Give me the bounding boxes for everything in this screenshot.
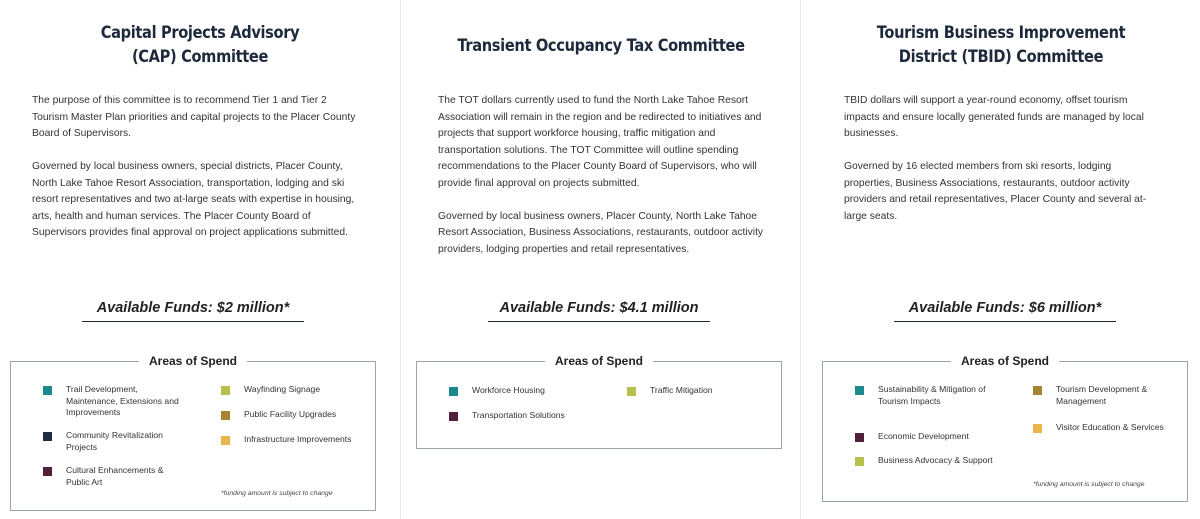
- spend-item: [1033, 422, 1171, 434]
- spend-item-label: Public Facility Upgrades: [244, 409, 337, 419]
- spend-item: [449, 410, 587, 422]
- spend-item-label: Tourism Development & Management: [1056, 384, 1148, 406]
- tbid-title-line-2: District (TBID) Committee: [898, 47, 1104, 67]
- tot-spend-title: Areas of Spend: [545, 354, 653, 368]
- spend-item: [855, 384, 993, 407]
- cap-spend-title: Areas of Spend: [139, 354, 247, 368]
- teal-swatch-icon: [449, 387, 458, 396]
- spend-item: [449, 385, 587, 397]
- tbid-areas-of-spend: [822, 354, 1188, 502]
- spend-item: [627, 385, 765, 397]
- cap-title-line-2: (CAP) Committee: [131, 47, 269, 67]
- spend-item-label: Wayfinding Signage: [244, 384, 321, 394]
- spend-item: [1033, 384, 1171, 407]
- spend-item: [855, 455, 993, 467]
- tot-title: Transient Occupancy Tax Committee: [457, 36, 745, 56]
- cap-committee-column: [0, 0, 400, 519]
- spend-item-label: Infrastructure Improvements: [244, 434, 352, 444]
- spend-item-label: Business Advocacy & Support: [878, 455, 993, 465]
- tot-areas-of-spend: [416, 354, 782, 449]
- spend-item-label: Trail Development, Maintenance, Extensions and Improvements: [66, 384, 179, 417]
- tbid-description: [844, 93, 1162, 242]
- spend-item: [855, 431, 993, 443]
- gold-swatch-icon: [1033, 424, 1042, 433]
- spend-item: [221, 409, 359, 421]
- tbid-committee-column: [800, 0, 1200, 519]
- cap-areas-of-spend: [10, 354, 376, 511]
- spend-item-label: Community Revitalization Projects: [66, 430, 163, 452]
- spend-item-label: Visitor Education & Services: [1056, 422, 1164, 432]
- spend-item: [43, 384, 181, 419]
- cap-purpose-text: The purpose of this committee is to recommend Tier 1 and Tier 2 Tourism Master Plan priorities and capital projects to the Placer County Board of Supervisors.: [32, 95, 356, 139]
- cap-title-line-1: Capital Projects Advisory: [100, 23, 300, 43]
- tbid-title: [829, 21, 1173, 69]
- spend-item-label: Economic Development: [878, 431, 969, 441]
- navy-swatch-icon: [43, 432, 52, 441]
- cap-title: [28, 21, 372, 69]
- spend-item-label: Transportation Solutions: [472, 410, 565, 420]
- tot-available-funds: Available Funds: $4.1 million: [488, 299, 710, 322]
- teal-swatch-icon: [43, 386, 52, 395]
- tot-governance-text: Governed by local business owners, Placer County, North Lake Tahoe Resort Association, Business Associations, restaurants, outdoor activity providers, lodging properties and retail representatives.: [438, 210, 764, 255]
- plum-swatch-icon: [855, 433, 864, 442]
- teal-swatch-icon: [855, 386, 864, 395]
- cap-governance-text: Governed by local business owners, special districts, Placer County, North Lake Tahoe Resort Association, transportation, lodging and ski resort representatives and two at-large seats with expertise in housing, arts, health and human services. The Placer County Board of Supervisors provides final approval on project applications submitted.: [32, 161, 355, 238]
- tbid-funding-note: *funding amount is subject to change: [1033, 481, 1145, 488]
- spend-item-label: Cultural Enhancements & Public Art: [66, 465, 164, 487]
- spend-item-label: Traffic Mitigation: [650, 385, 713, 395]
- spend-item-label: Workforce Housing: [472, 385, 545, 395]
- ochre-swatch-icon: [1033, 386, 1042, 395]
- lime-swatch-icon: [855, 457, 864, 466]
- tbid-title-line-1: Tourism Business Improvement: [876, 23, 1126, 43]
- plum-swatch-icon: [43, 467, 52, 476]
- cap-description: [32, 93, 362, 258]
- gold-swatch-icon: [221, 436, 230, 445]
- tbid-spend-title: Areas of Spend: [951, 354, 1059, 368]
- cap-funding-note: *funding amount is subject to change: [221, 490, 333, 497]
- tbid-governance-text: Governed by 16 elected members from ski resorts, lodging properties, Business Associations, restaurants, outdoor activity providers and retail representatives, Placer County and several at-large seats.: [844, 161, 1147, 222]
- tot-purpose-text: The TOT dollars currently used to fund the North Lake Tahoe Resort Association will remain in the region and be redirected to initiatives and projects that support workforce housing, traffic mitigation and transportation solutions. The TOT Committee will outline spending recommendations to the Placer County Board of Supervisors, who will provide final approval on projects submitted.: [438, 95, 762, 189]
- tot-description: [438, 93, 768, 275]
- tbid-available-funds: Available Funds: $6 million*: [894, 299, 1116, 322]
- lime-swatch-icon: [627, 387, 636, 396]
- spend-item: [221, 434, 359, 446]
- tbid-purpose-text: TBID dollars will support a year-round economy, offset tourism impacts and ensure locally generated funds are managed by local businesses.: [844, 95, 1144, 139]
- ochre-swatch-icon: [221, 411, 230, 420]
- spend-item: [221, 384, 359, 396]
- spend-item-label: Sustainability & Mitigation of Tourism Impacts: [878, 384, 986, 406]
- spend-item: [43, 465, 181, 488]
- lime-swatch-icon: [221, 386, 230, 395]
- plum-swatch-icon: [449, 412, 458, 421]
- tot-committee-column: [400, 0, 800, 519]
- spend-item: [43, 430, 181, 453]
- cap-available-funds: Available Funds: $2 million*: [82, 299, 304, 322]
